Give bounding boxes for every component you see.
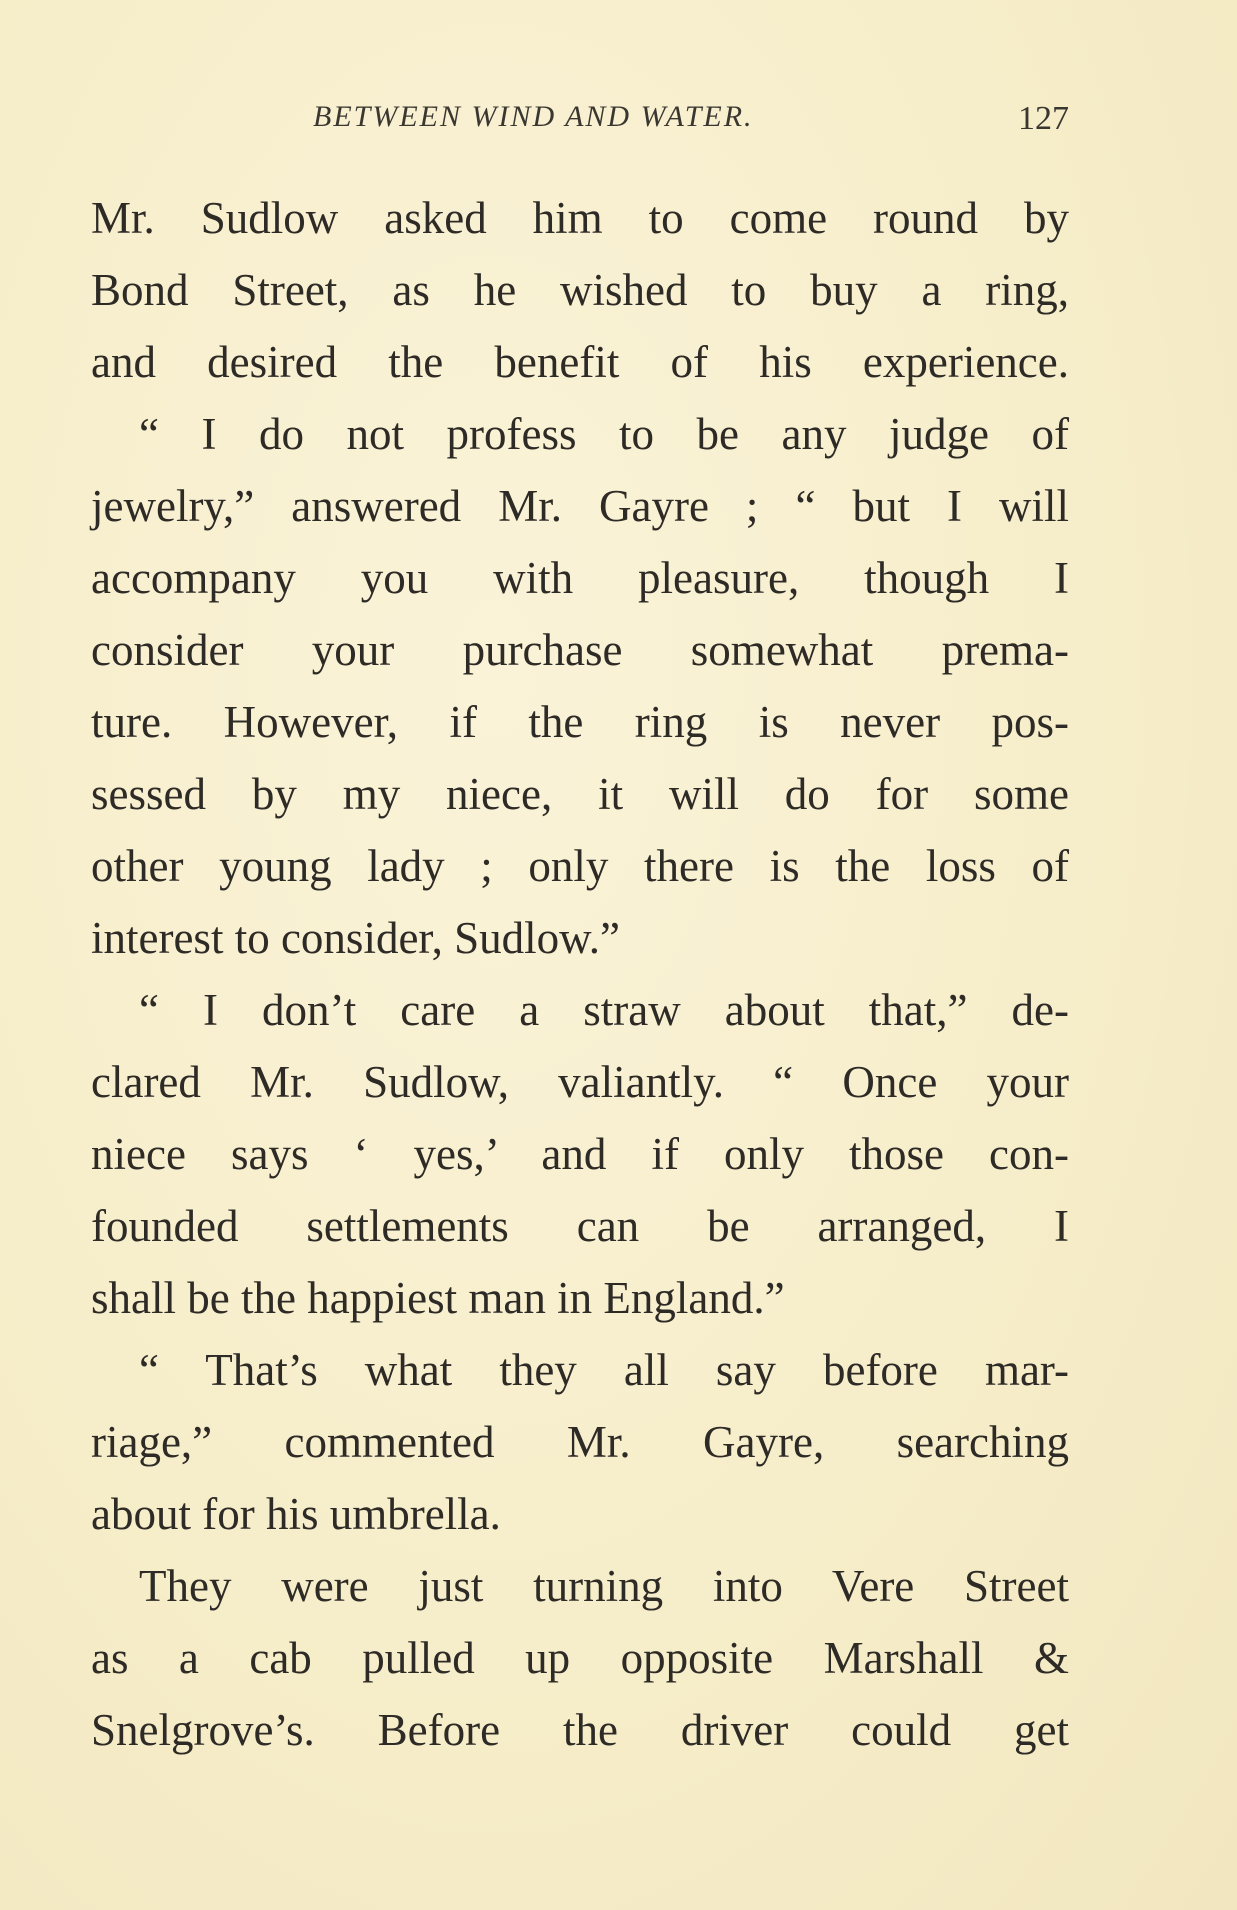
text-line: “ I do not profess to be any judge of bbox=[139, 409, 1069, 459]
text-line: Bond Street, as he wished to buy a ring, bbox=[91, 265, 1069, 315]
text-line: as a cab pulled up opposite Marshall & bbox=[91, 1633, 1069, 1683]
text-line: Snelgrove’s. Before the driver could get bbox=[91, 1705, 1069, 1755]
text-line: interest to consider, Sudlow.” bbox=[91, 913, 620, 963]
text-line: ture. However, if the ring is never pos- bbox=[91, 697, 1069, 747]
text-line: They were just turning into Vere Street bbox=[139, 1561, 1069, 1611]
text-line: riage,” commented Mr. Gayre, searching bbox=[91, 1417, 1069, 1467]
text-line: and desired the benefit of his experience. bbox=[91, 337, 1069, 387]
text-line: jewelry,” answered Mr. Gayre ; “ but I will bbox=[91, 481, 1069, 531]
text-line: “ I don’t care a straw about that,” de- bbox=[139, 985, 1069, 1035]
text-line: clared Mr. Sudlow, valiantly. “ Once your bbox=[91, 1057, 1069, 1107]
text-line: shall be the happiest man in England.” bbox=[91, 1273, 785, 1323]
page-number: 127 bbox=[1018, 100, 1069, 137]
running-head bbox=[0, 100, 1237, 140]
text-line: consider your purchase somewhat prema- bbox=[91, 625, 1069, 675]
text-line: founded settlements can be arranged, I bbox=[91, 1201, 1069, 1251]
text-line: other young lady ; only there is the loss of bbox=[91, 841, 1069, 891]
text-line: about for his umbrella. bbox=[91, 1489, 501, 1539]
text-line: Mr. Sudlow asked him to come round by bbox=[91, 193, 1069, 243]
text-line: “ That’s what they all say before mar- bbox=[139, 1345, 1069, 1395]
body-text bbox=[91, 182, 1069, 1766]
text-line: niece says ‘ yes,’ and if only those con- bbox=[91, 1129, 1069, 1179]
running-title: BETWEEN WIND AND WATER. bbox=[313, 100, 754, 133]
text-line: sessed by my niece, it will do for some bbox=[91, 769, 1069, 819]
text-line: accompany you with pleasure, though I bbox=[91, 553, 1069, 603]
